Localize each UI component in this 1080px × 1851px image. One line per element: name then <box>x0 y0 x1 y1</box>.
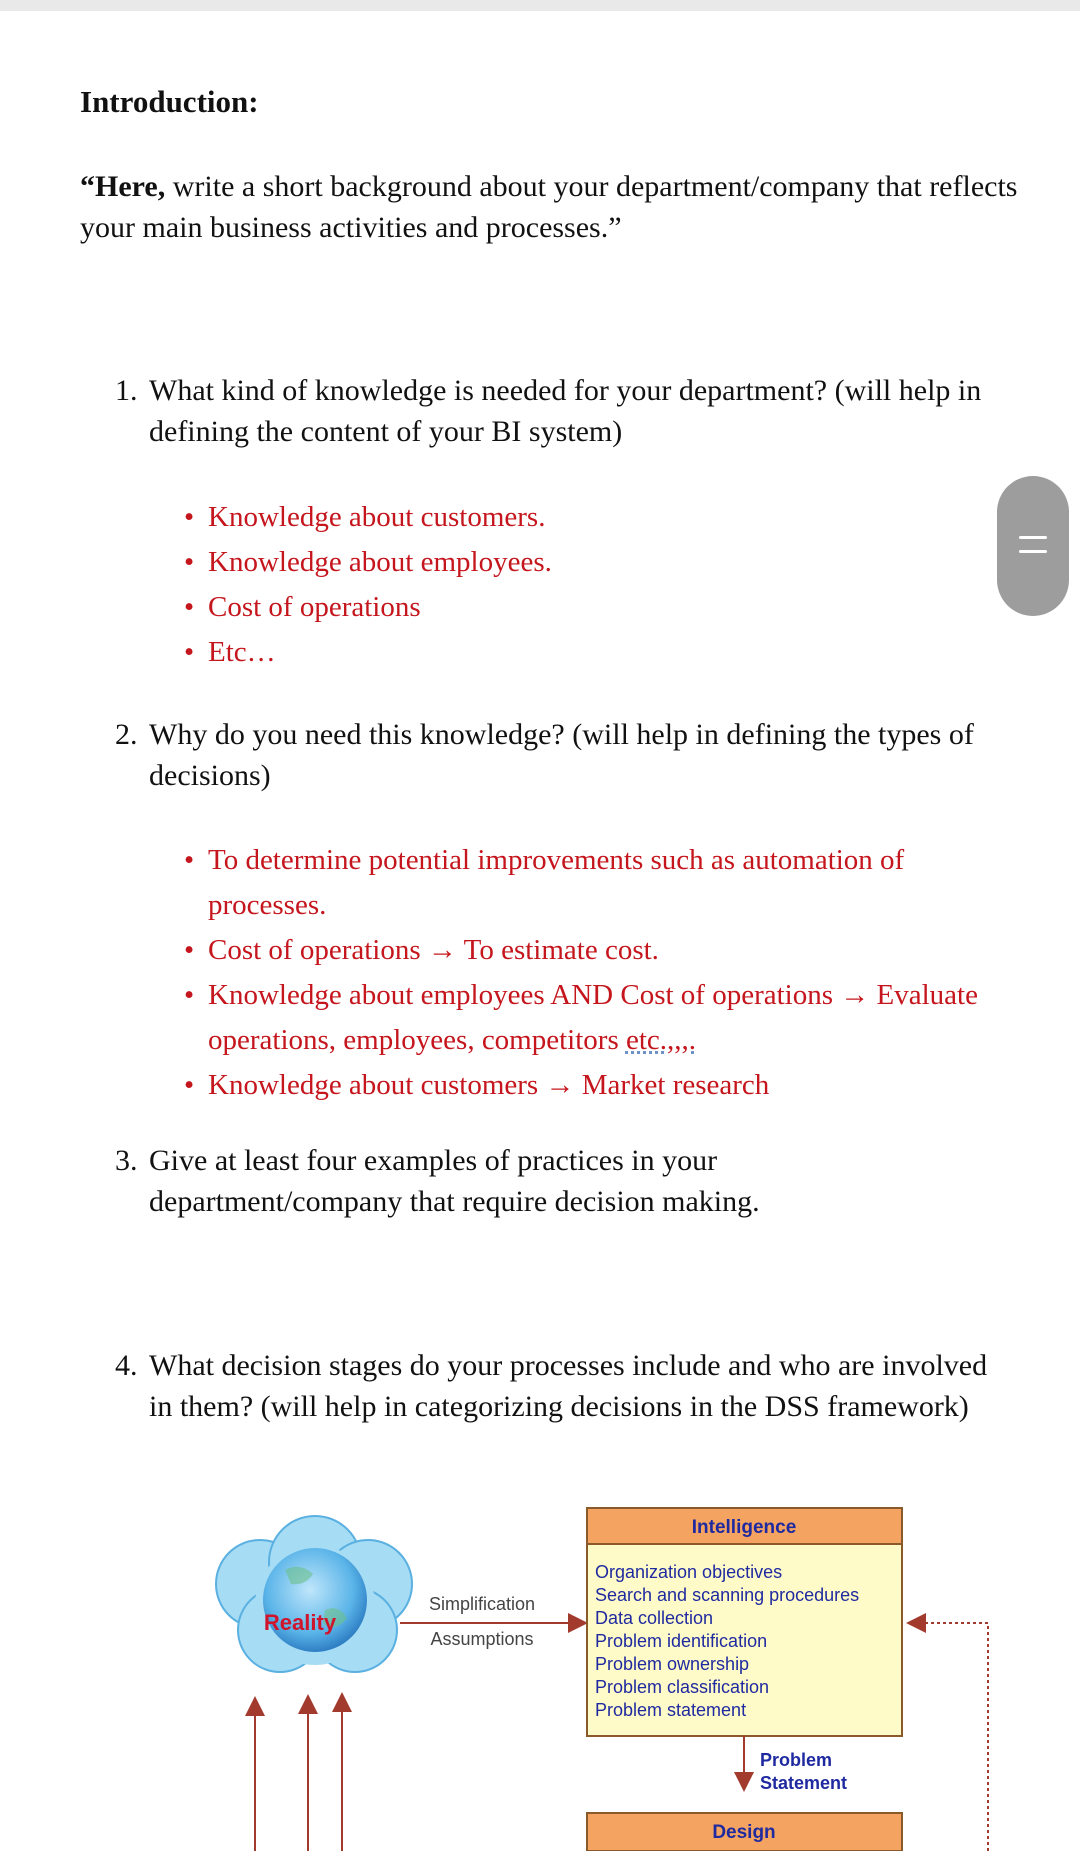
question-number: 4. <box>115 1349 138 1382</box>
list-item: • Cost of operations <box>184 585 944 630</box>
list-item <box>184 928 1004 973</box>
list-item <box>184 1063 1004 1108</box>
question-2 <box>115 714 1015 796</box>
answers-1-list <box>184 495 944 675</box>
question-4 <box>115 1345 1015 1427</box>
answer-from: Knowledge about employees AND Cost of operations <box>208 979 834 1011</box>
grip-line-icon <box>1019 536 1047 539</box>
question-3 <box>115 1140 835 1222</box>
scroll-handle[interactable] <box>997 476 1069 616</box>
arrow-right-icon: → <box>427 934 457 966</box>
globe-icon <box>263 1548 367 1652</box>
list-item: • Knowledge about employees. <box>184 540 944 585</box>
intelligence-item: Organization objectives <box>595 1562 783 1582</box>
list-item: • Etc… <box>184 630 944 675</box>
answers-2-list <box>184 838 1004 1108</box>
intro-bold: Here, <box>95 170 166 203</box>
question-text: Why do you need this knowledge? (will help in defining the types of decisions) <box>149 718 974 792</box>
feedback-loop-arrow <box>910 1623 988 1851</box>
answer-to: Evaluate operations, employees, competitors <box>208 979 978 1056</box>
intelligence-item: Search and scanning procedures <box>595 1585 860 1605</box>
answer-to: To estimate cost. <box>463 934 659 966</box>
decision-process-diagram <box>190 1500 1020 1851</box>
reality-label: Reality <box>263 1610 337 1635</box>
problem-statement-line2: Statement <box>760 1773 848 1793</box>
intelligence-item: Problem identification <box>595 1631 768 1651</box>
question-text: What decision stages do your processes include and who are involved in them? (will help in categorizing decisions in the DSS framework) <box>149 1349 988 1423</box>
answer-text: To determine potential improvements such as automation of processes. <box>208 844 905 921</box>
question-number: 2. <box>115 718 138 751</box>
list-item <box>184 973 1004 1063</box>
answer-from: Cost of operations <box>208 934 421 966</box>
list-item <box>184 838 1004 928</box>
design-title: Design <box>712 1822 776 1843</box>
intelligence-item: Problem ownership <box>595 1654 750 1674</box>
arrow-right-icon: → <box>545 1069 575 1101</box>
arrow-right-icon: → <box>840 979 870 1011</box>
intelligence-item: Data collection <box>595 1608 714 1628</box>
answer-to-underlined: etc.,,,. <box>625 1024 697 1056</box>
assumptions-label: Assumptions <box>430 1629 534 1649</box>
intelligence-title: Intelligence <box>691 1517 797 1538</box>
question-number: 1. <box>115 374 138 407</box>
top-status-bar <box>0 0 1080 11</box>
question-1 <box>115 370 985 452</box>
intro-rest: write a short background about your department/company that reflects your main business activities and processes.” <box>80 170 1018 244</box>
question-text: Give at least four examples of practices in your department/company that require decision making. <box>149 1144 760 1218</box>
question-number: 3. <box>115 1144 138 1177</box>
answer-from: Knowledge about customers <box>208 1069 539 1101</box>
page-heading: Introduction: <box>80 84 259 119</box>
intro-open-quote: “ <box>80 170 95 203</box>
intro-paragraph <box>80 166 1040 248</box>
intelligence-item: Problem statement <box>595 1700 747 1720</box>
simplification-label: Simplification <box>428 1594 536 1614</box>
answer-to: Market research <box>581 1069 770 1101</box>
problem-statement-line1: Problem <box>760 1750 833 1770</box>
intelligence-item: Problem classification <box>595 1677 770 1697</box>
list-item: • Knowledge about customers. <box>184 495 944 540</box>
grip-line-icon <box>1019 550 1047 553</box>
question-text: What kind of knowledge is needed for your department? (will help in defining the content of your BI system) <box>149 374 982 448</box>
